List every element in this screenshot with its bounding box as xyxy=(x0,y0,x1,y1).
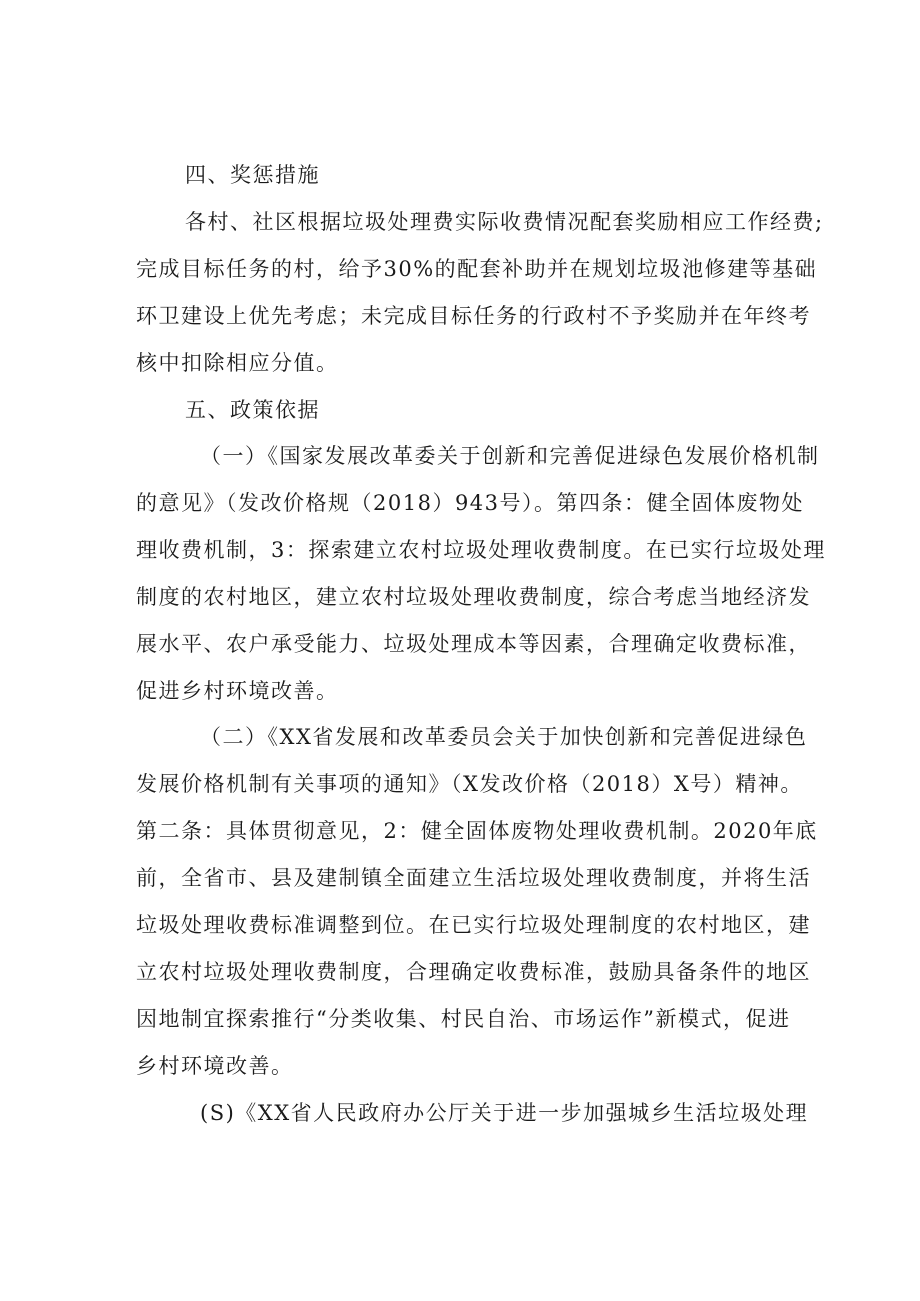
paragraph-line: (S)《XX省人民政府办公厅关于进一步加强城乡生活垃圾处理 xyxy=(200,1101,809,1125)
paragraph-line: 立农村垃圾处理收费制度，合理确定收费标准，鼓励具备条件的地区 xyxy=(136,960,811,984)
paragraph-line: 展水平、农户承受能力、垃圾处理成本等因素，合理确定收费标准， xyxy=(136,632,811,656)
paragraph-line: 各村、社区根据垃圾处理费实际收费情况配套奖励相应工作经费; xyxy=(185,210,824,234)
paragraph-line: 垃圾处理收费标准调整到位。在已实行垃圾处理制度的农村地区，建 xyxy=(136,913,811,937)
paragraph-line: 核中扣除相应分值。 xyxy=(136,351,339,375)
section-heading-policy: 五、政策依据 xyxy=(185,398,320,422)
paragraph-line: 理收费机制，3：探索建立农村垃圾处理收费制度。在已实行垃圾处理 xyxy=(136,538,826,562)
paragraph-line: 乡村环境改善。 xyxy=(136,1054,294,1078)
paragraph-line: 发展价格机制有关事项的通知》（X发改价格（2018）X号）精神。 xyxy=(136,772,803,796)
paragraph-line: （一）《国家发展改革委关于创新和完善促进绿色发展价格机制 xyxy=(200,444,820,468)
paragraph-line: （二）《XX省发展和改革委员会关于加快创新和完善促进绿色 xyxy=(200,725,808,749)
paragraph-line: 环卫建设上优先考虑；未完成目标任务的行政村不予奖励并在年终考 xyxy=(136,304,811,328)
paragraph-line: 因地制宜探索推行“分类收集、村民自治、市场运作”新模式，促进 xyxy=(136,1007,791,1031)
paragraph-line: 完成目标任务的村，给予30%的配套补助并在规划垃圾池修建等基础 xyxy=(136,257,818,281)
paragraph-line: 的意见》（发改价格规（2018）943号）。第四条：健全固体废物处 xyxy=(136,491,805,515)
paragraph-line: 前，全省市、县及建制镇全面建立生活垃圾处理收费制度，并将生活 xyxy=(136,866,811,890)
paragraph-line: 第二条：具体贯彻意见，2：健全固体废物处理收费机制。2020年底 xyxy=(136,819,818,843)
paragraph-line: 制度的农村地区，建立农村垃圾处理收费制度，综合考虑当地经济发 xyxy=(136,585,811,609)
section-heading-rewards: 四、奖惩措施 xyxy=(185,163,320,187)
paragraph-line: 促进乡村环境改善。 xyxy=(136,679,339,703)
